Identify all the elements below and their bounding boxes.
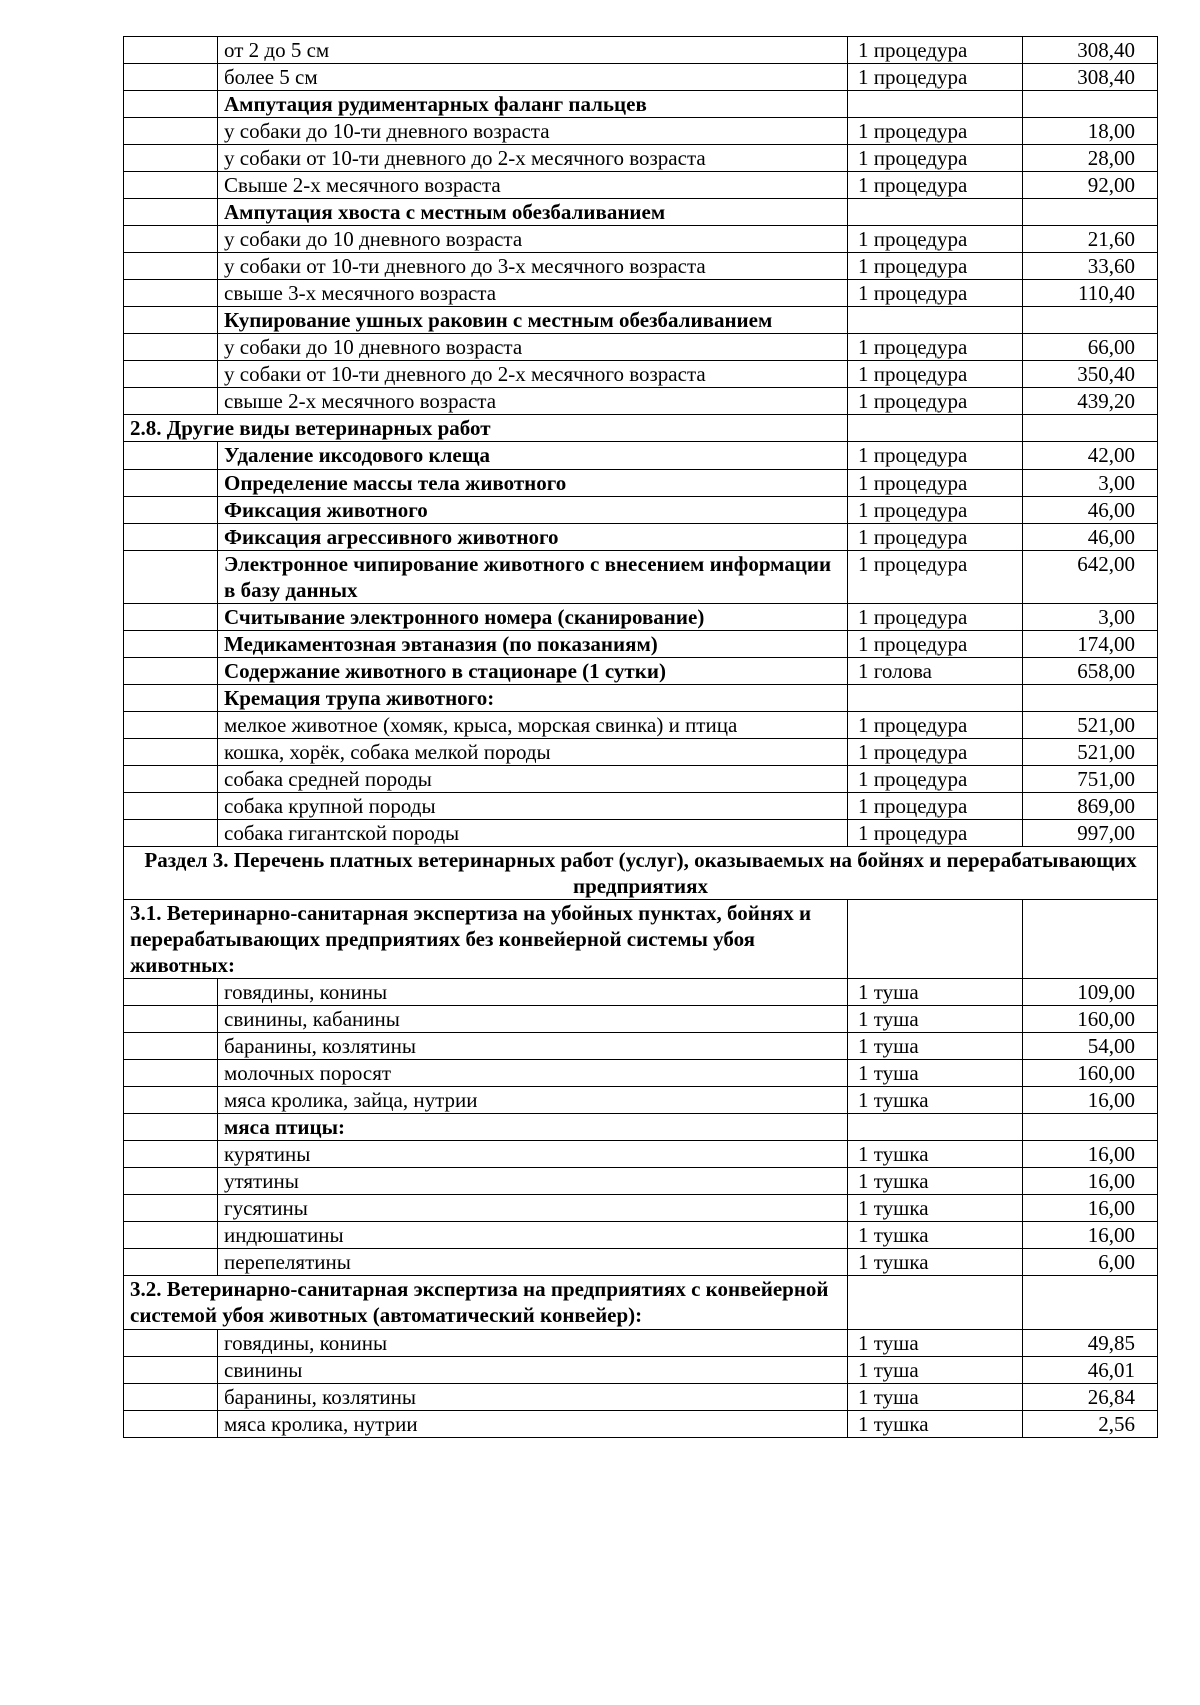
unit-cell: 1 туша (848, 1033, 1023, 1060)
price-cell: 16,00 (1023, 1141, 1158, 1168)
table-row (124, 37, 1158, 64)
indent-cell (124, 523, 218, 550)
service-name: Содержание животного в стационаре (1 сутки) (218, 657, 848, 684)
price-cell: 2,56 (1023, 1410, 1158, 1437)
table-row (124, 1383, 1158, 1410)
service-name: Удаление иксодового клеща (218, 442, 848, 469)
price-cell: 28,00 (1023, 145, 1158, 172)
unit-cell: 1 туша (848, 1329, 1023, 1356)
indent-cell (124, 765, 218, 792)
price-cell: 521,00 (1023, 738, 1158, 765)
indent-cell (124, 630, 218, 657)
price-cell: 869,00 (1023, 792, 1158, 819)
unit-cell: 1 голова (848, 657, 1023, 684)
indent-cell (124, 1329, 218, 1356)
indent-cell (124, 37, 218, 64)
unit-cell: 1 процедура (848, 630, 1023, 657)
price-table (123, 36, 1158, 1438)
table-row (124, 1168, 1158, 1195)
price-cell (1023, 900, 1158, 979)
table-row (124, 442, 1158, 469)
service-name: свинины (218, 1356, 848, 1383)
service-name: собака средней породы (218, 765, 848, 792)
indent-cell (124, 1060, 218, 1087)
table-row (124, 523, 1158, 550)
indent-cell (124, 172, 218, 199)
indent-cell (124, 603, 218, 630)
unit-cell (848, 415, 1023, 442)
table-row (124, 792, 1158, 819)
table-row (124, 280, 1158, 307)
table-row (124, 1195, 1158, 1222)
table-row (124, 550, 1158, 603)
indent-cell (124, 226, 218, 253)
service-name: говядины, конины (218, 979, 848, 1006)
service-name: Фиксация животного (218, 496, 848, 523)
indent-cell (124, 1033, 218, 1060)
indent-cell (124, 334, 218, 361)
price-cell: 46,01 (1023, 1356, 1158, 1383)
unit-cell (848, 91, 1023, 118)
service-name: у собаки до 10 дневного возраста (218, 226, 848, 253)
indent-cell (124, 979, 218, 1006)
price-cell: 49,85 (1023, 1329, 1158, 1356)
unit-cell: 1 тушка (848, 1168, 1023, 1195)
indent-cell (124, 253, 218, 280)
price-cell (1023, 91, 1158, 118)
unit-cell: 1 процедура (848, 334, 1023, 361)
unit-cell: 1 туша (848, 1006, 1023, 1033)
unit-cell: 1 процедура (848, 496, 1023, 523)
table-row (124, 846, 1158, 899)
unit-cell: 1 процедура (848, 550, 1023, 603)
price-cell: 21,60 (1023, 226, 1158, 253)
price-cell: 3,00 (1023, 603, 1158, 630)
table-row (124, 199, 1158, 226)
unit-cell: 1 процедура (848, 523, 1023, 550)
table-row (124, 1356, 1158, 1383)
unit-cell: 1 процедура (848, 711, 1023, 738)
unit-cell: 1 туша (848, 1060, 1023, 1087)
service-name: свыше 2-х месячного возраста (218, 388, 848, 415)
service-name: от 2 до 5 см (218, 37, 848, 64)
indent-cell (124, 738, 218, 765)
table-row (124, 388, 1158, 415)
table-row (124, 415, 1158, 442)
price-cell: 16,00 (1023, 1168, 1158, 1195)
service-name: утятины (218, 1168, 848, 1195)
indent-cell (124, 145, 218, 172)
table-row (124, 91, 1158, 118)
indent-cell (124, 469, 218, 496)
indent-cell (124, 64, 218, 91)
unit-cell (848, 199, 1023, 226)
price-cell: 16,00 (1023, 1195, 1158, 1222)
service-name: Определение массы тела животного (218, 469, 848, 496)
price-cell: 66,00 (1023, 334, 1158, 361)
table-row (124, 1006, 1158, 1033)
indent-cell (124, 199, 218, 226)
unit-cell: 1 процедура (848, 792, 1023, 819)
indent-cell (124, 1087, 218, 1114)
indent-cell (124, 1114, 218, 1141)
indent-cell (124, 550, 218, 603)
service-name: Медикаментозная эвтаназия (по показаниям) (218, 630, 848, 657)
table-row (124, 738, 1158, 765)
unit-cell (848, 307, 1023, 334)
subsection-title: 3.1. Ветеринарно-санитарная экспертиза на убойных пунктах, бойнях и перерабатывающих предприятиях без конвейерной системы убоя животных: (124, 900, 848, 979)
table-row (124, 172, 1158, 199)
service-name: Свыше 2-х месячного возраста (218, 172, 848, 199)
table-row (124, 979, 1158, 1006)
unit-cell: 1 процедура (848, 388, 1023, 415)
unit-cell: 1 туша (848, 1383, 1023, 1410)
indent-cell (124, 711, 218, 738)
group-title: Кремация трупа животного: (218, 684, 848, 711)
unit-cell: 1 процедура (848, 603, 1023, 630)
unit-cell: 1 процедура (848, 361, 1023, 388)
indent-cell (124, 1356, 218, 1383)
indent-cell (124, 118, 218, 145)
table-row (124, 603, 1158, 630)
price-cell: 308,40 (1023, 64, 1158, 91)
table-row (124, 469, 1158, 496)
table-row (124, 1249, 1158, 1276)
indent-cell (124, 792, 218, 819)
unit-cell: 1 тушка (848, 1087, 1023, 1114)
price-cell: 46,00 (1023, 496, 1158, 523)
service-name: у собаки от 10-ти дневного до 3-х месячного возраста (218, 253, 848, 280)
table-row (124, 496, 1158, 523)
unit-cell: 1 процедура (848, 226, 1023, 253)
unit-cell (848, 1114, 1023, 1141)
unit-cell: 1 процедура (848, 253, 1023, 280)
indent-cell (124, 1195, 218, 1222)
indent-cell (124, 1006, 218, 1033)
table-row (124, 1087, 1158, 1114)
price-cell: 54,00 (1023, 1033, 1158, 1060)
unit-cell: 1 процедура (848, 819, 1023, 846)
table-row (124, 1410, 1158, 1437)
service-name: мелкое животное (хомяк, крыса, морская свинка) и птица (218, 711, 848, 738)
table-row (124, 1222, 1158, 1249)
price-cell: 350,40 (1023, 361, 1158, 388)
price-cell: 521,00 (1023, 711, 1158, 738)
price-cell (1023, 1114, 1158, 1141)
indent-cell (124, 307, 218, 334)
service-name: Считывание электронного номера (сканирование) (218, 603, 848, 630)
price-cell (1023, 199, 1158, 226)
table-row (124, 145, 1158, 172)
group-title: мяса птицы: (218, 1114, 848, 1141)
service-name: говядины, конины (218, 1329, 848, 1356)
table-row (124, 1276, 1158, 1329)
table-row (124, 64, 1158, 91)
price-cell: 33,60 (1023, 253, 1158, 280)
group-title: Купирование ушных раковин с местным обезбаливанием (218, 307, 848, 334)
service-name: индюшатины (218, 1222, 848, 1249)
unit-cell: 1 процедура (848, 738, 1023, 765)
service-name: у собаки от 10-ти дневного до 2-х месячного возраста (218, 361, 848, 388)
service-name: молочных поросят (218, 1060, 848, 1087)
table-row (124, 361, 1158, 388)
indent-cell (124, 442, 218, 469)
price-cell: 160,00 (1023, 1006, 1158, 1033)
unit-cell: 1 тушка (848, 1222, 1023, 1249)
group-title: Ампутация хвоста с местным обезбаливанием (218, 199, 848, 226)
indent-cell (124, 657, 218, 684)
service-name: гусятины (218, 1195, 848, 1222)
price-cell (1023, 1276, 1158, 1329)
indent-cell (124, 1383, 218, 1410)
unit-cell (848, 900, 1023, 979)
service-name: у собаки до 10 дневного возраста (218, 334, 848, 361)
price-cell: 110,40 (1023, 280, 1158, 307)
table-row (124, 226, 1158, 253)
price-cell: 751,00 (1023, 765, 1158, 792)
price-cell: 92,00 (1023, 172, 1158, 199)
price-cell: 16,00 (1023, 1087, 1158, 1114)
indent-cell (124, 819, 218, 846)
price-cell: 109,00 (1023, 979, 1158, 1006)
unit-cell: 1 процедура (848, 145, 1023, 172)
table-row (124, 711, 1158, 738)
service-name: у собаки от 10-ти дневного до 2-х месячного возраста (218, 145, 848, 172)
price-table-body (124, 37, 1158, 1438)
price-cell: 174,00 (1023, 630, 1158, 657)
service-name: свыше 3-х месячного возраста (218, 280, 848, 307)
subsection-title: 2.8. Другие виды ветеринарных работ (124, 415, 848, 442)
unit-cell: 1 процедура (848, 469, 1023, 496)
unit-cell (848, 1276, 1023, 1329)
unit-cell: 1 тушка (848, 1249, 1023, 1276)
table-row (124, 1329, 1158, 1356)
service-name: Фиксация агрессивного животного (218, 523, 848, 550)
unit-cell: 1 процедура (848, 280, 1023, 307)
service-name: у собаки до 10-ти дневного возраста (218, 118, 848, 145)
price-cell (1023, 415, 1158, 442)
price-cell: 18,00 (1023, 118, 1158, 145)
unit-cell: 1 процедура (848, 442, 1023, 469)
table-row (124, 1114, 1158, 1141)
service-name: более 5 см (218, 64, 848, 91)
service-name: мяса кролика, нутрии (218, 1410, 848, 1437)
price-cell: 46,00 (1023, 523, 1158, 550)
unit-cell (848, 684, 1023, 711)
indent-cell (124, 1222, 218, 1249)
service-name: мяса кролика, зайца, нутрии (218, 1087, 848, 1114)
indent-cell (124, 361, 218, 388)
price-cell: 658,00 (1023, 657, 1158, 684)
indent-cell (124, 1410, 218, 1437)
unit-cell: 1 тушка (848, 1141, 1023, 1168)
service-name: перепелятины (218, 1249, 848, 1276)
table-row (124, 1060, 1158, 1087)
unit-cell: 1 процедура (848, 765, 1023, 792)
table-row (124, 657, 1158, 684)
table-row (124, 253, 1158, 280)
table-row (124, 630, 1158, 657)
service-name: собака гигантской породы (218, 819, 848, 846)
price-list-page (123, 36, 1157, 1438)
table-row (124, 765, 1158, 792)
unit-cell: 1 процедура (848, 64, 1023, 91)
price-cell: 16,00 (1023, 1222, 1158, 1249)
table-row (124, 900, 1158, 979)
price-cell: 308,40 (1023, 37, 1158, 64)
service-name: баранины, козлятины (218, 1383, 848, 1410)
indent-cell (124, 280, 218, 307)
price-cell: 642,00 (1023, 550, 1158, 603)
service-name: свинины, кабанины (218, 1006, 848, 1033)
unit-cell: 1 тушка (848, 1410, 1023, 1437)
price-cell: 997,00 (1023, 819, 1158, 846)
price-cell (1023, 307, 1158, 334)
indent-cell (124, 388, 218, 415)
price-cell (1023, 684, 1158, 711)
unit-cell: 1 процедура (848, 172, 1023, 199)
indent-cell (124, 1141, 218, 1168)
price-cell: 6,00 (1023, 1249, 1158, 1276)
group-title: Ампутация рудиментарных фаланг пальцев (218, 91, 848, 118)
subsection-title: 3.2. Ветеринарно-санитарная экспертиза на предприятиях с конвейерной системой убоя животных (автоматический конвейер): (124, 1276, 848, 1329)
price-cell: 42,00 (1023, 442, 1158, 469)
price-cell: 439,20 (1023, 388, 1158, 415)
table-row (124, 684, 1158, 711)
service-name: кошка, хорёк, собака мелкой породы (218, 738, 848, 765)
service-name: баранины, козлятины (218, 1033, 848, 1060)
table-row (124, 118, 1158, 145)
price-cell: 160,00 (1023, 1060, 1158, 1087)
unit-cell: 1 тушка (848, 1195, 1023, 1222)
table-row (124, 307, 1158, 334)
table-row (124, 819, 1158, 846)
unit-cell: 1 туша (848, 979, 1023, 1006)
section-title: Раздел 3. Перечень платных ветеринарных работ (услуг), оказываемых на бойнях и перерабатывающих предприятиях (124, 846, 1158, 899)
table-row (124, 1033, 1158, 1060)
indent-cell (124, 1168, 218, 1195)
unit-cell: 1 туша (848, 1356, 1023, 1383)
indent-cell (124, 684, 218, 711)
indent-cell (124, 496, 218, 523)
indent-cell (124, 1249, 218, 1276)
price-cell: 3,00 (1023, 469, 1158, 496)
indent-cell (124, 91, 218, 118)
price-cell: 26,84 (1023, 1383, 1158, 1410)
service-name: собака крупной породы (218, 792, 848, 819)
service-name: курятины (218, 1141, 848, 1168)
table-row (124, 334, 1158, 361)
service-name: Электронное чипирование животного с внесением информации в базу данных (218, 550, 848, 603)
unit-cell: 1 процедура (848, 118, 1023, 145)
unit-cell: 1 процедура (848, 37, 1023, 64)
table-row (124, 1141, 1158, 1168)
